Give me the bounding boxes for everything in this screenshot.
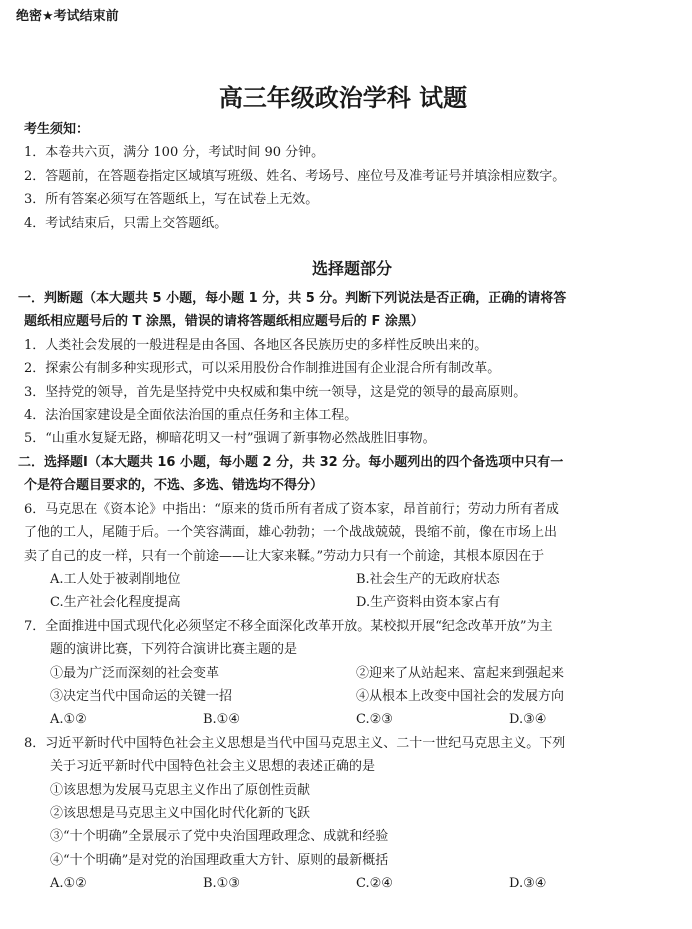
note-item: 2．答题前，在答题卷指定区域填写班级、姓名、考场号、座位号及准考证号并填涂相应数字。 — [24, 168, 566, 184]
question-8 — [24, 732, 670, 896]
part1-heading-cont: 题纸相应题号后的 T 涂黑，错误的请将答题纸相应题号后的 F 涂黑） — [24, 314, 424, 330]
notes-heading: 考生须知： — [24, 122, 90, 137]
options-row — [24, 872, 670, 895]
statement-3: ③决定当代中国命运的关键一招 — [50, 688, 233, 704]
page-title: 高三年级政治学科 试题 — [218, 84, 468, 112]
question-stem: 了他的工人，尾随于后。一个笑容满面，雄心勃勃；一个战战兢兢，畏缩不前，像在市场上出 — [24, 525, 558, 541]
question-stem: 6．马克思在《资本论》中指出：“原来的货币所有者成了资本家，昂首前行；劳动力所有者成 — [24, 501, 559, 517]
option-a: A.①② — [50, 876, 87, 892]
option-b: B.社会生产的无政府状态 — [356, 571, 500, 587]
judgement-item: 5．“山重水复疑无路，柳暗花明又一村”强调了新事物必然战胜旧事物。 — [24, 431, 436, 447]
option-c: C.生产社会化程度提高 — [50, 595, 181, 611]
statement-1: ①最为广泛而深刻的社会变革 — [50, 665, 220, 681]
option-a: A.工人处于被剥削地位 — [50, 571, 181, 587]
option-b: B.①④ — [203, 712, 240, 728]
note-item: 3．所有答案必须写在答题纸上，写在试卷上无效。 — [24, 192, 319, 208]
judgement-item: 1．人类社会发展的一般进程是由各国、各地区各民族历史的多样性反映出来的。 — [24, 337, 488, 353]
question-7 — [24, 615, 670, 732]
options-row — [24, 568, 670, 591]
part1-true-false — [18, 287, 670, 451]
statement-1: ①该思想为发展马克思主义作出了原创性贡献 — [50, 782, 311, 798]
option-d: D.③④ — [509, 876, 547, 892]
statement-4: ④从根本上改变中国社会的发展方向 — [356, 688, 565, 704]
note-item: 1．本卷共六页，满分 100 分，考试时间 90 分钟。 — [24, 145, 325, 161]
question-stem: 卖了自己的皮一样，只有一个前途——让大家来鞣。”劳动力只有一个前途，其根本原因在于 — [24, 548, 545, 564]
question-stem: 关于习近平新时代中国特色社会主义思想的表述正确的是 — [50, 759, 376, 775]
judgement-item: 3．坚持党的领导，首先是坚持党中央权威和集中统一领导，这是党的领导的最高原则。 — [24, 384, 527, 400]
question-stem: 7．全面推进中国式现代化必须坚定不移全面深化改革开放。某校拟开展“纪念改革开放”为主 — [24, 618, 553, 634]
confidential-mark: 绝密★考试结束前 — [16, 9, 119, 24]
section-title: 选择题部分 — [311, 259, 392, 279]
statements-row — [24, 662, 670, 685]
question-stem: 题的演讲比赛，下列符合演讲比赛主题的是 — [50, 642, 298, 658]
options-row — [24, 708, 670, 731]
question-stem: 8．习近平新时代中国特色社会主义思想是当代中国马克思主义、二十一世纪马克思主义。下列 — [24, 735, 566, 751]
question-6 — [24, 498, 670, 615]
statements-row — [24, 685, 670, 708]
exam-notes — [24, 118, 670, 235]
part2-multiple-choice — [18, 451, 670, 498]
note-item: 4．考试结束后，只需上交答题纸。 — [24, 215, 228, 231]
option-c: C.②③ — [356, 712, 393, 728]
option-c: C.②④ — [356, 876, 393, 892]
option-d: D.生产资料由资本家占有 — [356, 595, 501, 611]
option-a: A.①② — [50, 712, 87, 728]
statement-2: ②该思想是马克思主义中国化时代化新的飞跃 — [50, 805, 311, 821]
option-b: B.①③ — [203, 876, 240, 892]
options-row — [24, 591, 670, 614]
part2-heading: 二．选择题Ⅰ（本大题共 16 小题，每小题 2 分，共 32 分。每小题列出的四个备选项中只有一 — [18, 454, 564, 470]
judgement-item: 4．法治国家建设是全面依法治国的重点任务和主体工程。 — [24, 408, 358, 424]
judgement-item: 2．探索公有制多种实现形式，可以采用股份合作制推进国有企业混合所有制改革。 — [24, 361, 501, 377]
part2-heading-cont: 个是符合题目要求的，不选、多选、错选均不得分） — [24, 478, 324, 494]
option-d: D.③④ — [509, 712, 547, 728]
statement-2: ②迎来了从站起来、富起来到强起来 — [356, 665, 565, 681]
part1-heading: 一．判断题（本大题共 5 小题，每小题 1 分，共 5 分。判断下列说法是否正确，正确的请将答 — [18, 291, 567, 307]
statement-3: ③“十个明确”全景展示了党中央治国理政理念、成就和经验 — [50, 829, 389, 845]
statement-4: ④“十个明确”是对党的治国理政重大方针、原则的最新概括 — [50, 852, 389, 868]
